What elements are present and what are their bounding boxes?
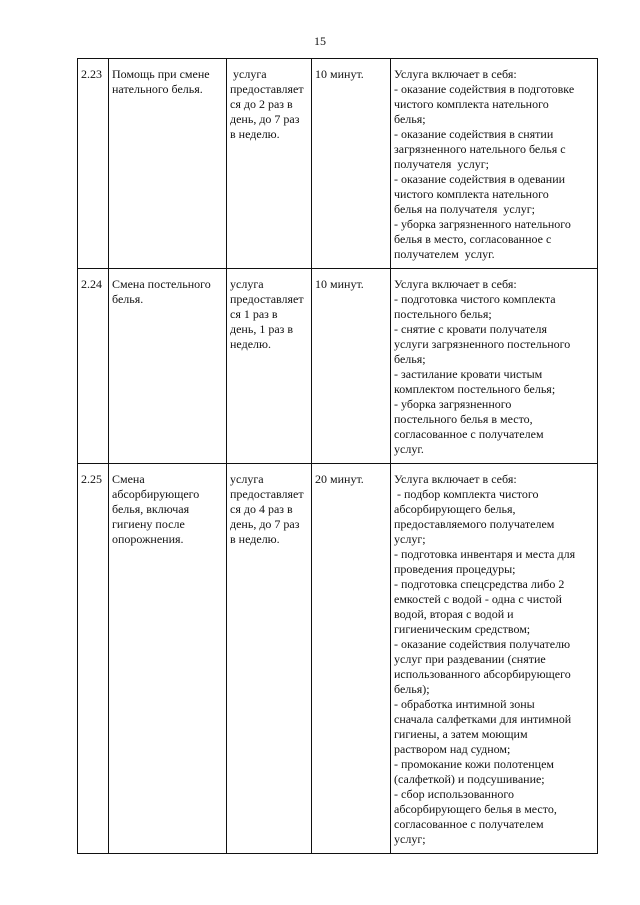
service-frequency: услуга предоставляет ся до 2 раз в день, до 7 раз в неделю. [227, 59, 312, 269]
service-duration: 20 минут. [312, 464, 391, 854]
table-row [78, 464, 598, 854]
service-duration: 10 минут. [312, 269, 391, 464]
service-description: Услуга включает в себя: - подбор комплекта чистого абсорбирующего белья, предоставляемого получателем услуг; - подготовка инвентаря и места для проведения процедуры; - подготовка спецсредства либо 2 емкостей с водой - одна с чистой водой, вторая с водой и гигиеническим средством; - оказание содействия получателю услуг при раздевании (снятие использованного абсорбирующего белья); - обработка интимной зоны сначала салфетками для интимной гигиены, а затем моющим раствором над судном; - промокание кожи полотенцем (салфеткой) и подсушивание; - сбор использованного абсорбирующего белья в место, согласованное с получателем услуг; [391, 464, 598, 854]
row-number: 2.23 [78, 59, 109, 269]
service-duration: 10 минут. [312, 59, 391, 269]
service-name: Помощь при смене нательного белья. [109, 59, 227, 269]
service-name: Смена абсорбирующего белья, включая гигиену после опорожнения. [109, 464, 227, 854]
row-number: 2.25 [78, 464, 109, 854]
service-name: Смена постельного белья. [109, 269, 227, 464]
service-frequency: услуга предоставляет ся до 4 раз в день, до 7 раз в неделю. [227, 464, 312, 854]
service-description: Услуга включает в себя: - подготовка чистого комплекта постельного белья; - снятие с кровати получателя услуги загрязненного постельного белья; - застилание кровати чистым комплектом постельного белья; - уборка загрязненного постельного белья в место, согласованное с получателем услуг. [391, 269, 598, 464]
services-table [77, 58, 598, 854]
row-number: 2.24 [78, 269, 109, 464]
table-row [78, 269, 598, 464]
service-frequency: услуга предоставляет ся 1 раз в день, 1 раз в неделю. [227, 269, 312, 464]
page-number: 15 [314, 34, 326, 48]
table-row [78, 59, 598, 269]
service-description: Услуга включает в себя: - оказание содействия в подготовке чистого комплекта нательного белья; - оказание содействия в снятии загрязненного нательного белья с получателя услуг; - оказание содействия в одевании чистого комплекта нательного белья на получателя услуг; - уборка загрязненного нательного белья в место, согласованное с получателем услуг. [391, 59, 598, 269]
